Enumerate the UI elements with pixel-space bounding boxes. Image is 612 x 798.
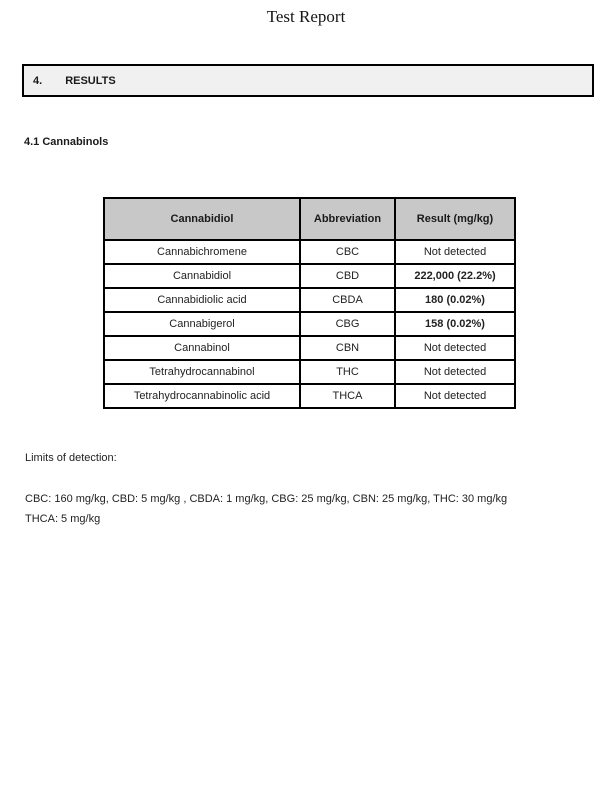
compound-name-cell: Cannabigerol: [104, 312, 300, 336]
table-row: [104, 312, 515, 336]
results-section-heading-box: [22, 64, 594, 97]
abbreviation-cell: CBN: [300, 336, 395, 360]
result-cell: Not detected: [395, 336, 515, 360]
cannabinoids-results-table: [103, 197, 516, 409]
table-row: [104, 336, 515, 360]
table-header-row: [104, 198, 515, 240]
compound-name-cell: Cannabidiolic acid: [104, 288, 300, 312]
compound-name-cell: Tetrahydrocannabinolic acid: [104, 384, 300, 408]
limits-line-1: CBC: 160 mg/kg, CBD: 5 mg/kg , CBDA: 1 mg/kg, CBG: 25 mg/kg, CBN: 25 mg/kg, THC: 30 mg/kg: [25, 493, 508, 505]
abbreviation-cell: CBC: [300, 240, 395, 264]
result-cell: 158 (0.02%): [395, 312, 515, 336]
table-row: [104, 288, 515, 312]
result-cell: Not detected: [395, 360, 515, 384]
subsection-heading: 4.1 Cannabinols: [24, 136, 109, 148]
table-row: [104, 384, 515, 408]
compound-name-cell: Cannabinol: [104, 336, 300, 360]
document-title: Test Report: [266, 7, 346, 26]
column-header-cannabidiol: Cannabidiol: [104, 198, 300, 240]
section-number: 4.: [33, 74, 43, 87]
result-cell: Not detected: [395, 240, 515, 264]
result-cell: Not detected: [395, 384, 515, 408]
limits-of-detection-values: [25, 489, 507, 529]
limits-line-2: THCA: 5 mg/kg: [25, 513, 101, 525]
limits-of-detection-label: Limits of detection:: [25, 452, 117, 464]
abbreviation-cell: THCA: [300, 384, 395, 408]
table-row: [104, 264, 515, 288]
section-heading: RESULTS: [65, 74, 116, 87]
column-header-abbreviation: Abbreviation: [300, 198, 395, 240]
abbreviation-cell: CBDA: [300, 288, 395, 312]
table-row: [104, 360, 515, 384]
compound-name-cell: Cannabichromene: [104, 240, 300, 264]
result-cell: 180 (0.02%): [395, 288, 515, 312]
compound-name-cell: Cannabidiol: [104, 264, 300, 288]
abbreviation-cell: CBG: [300, 312, 395, 336]
table-row: [104, 240, 515, 264]
compound-name-cell: Tetrahydrocannabinol: [104, 360, 300, 384]
abbreviation-cell: THC: [300, 360, 395, 384]
result-cell: 222,000 (22.2%): [395, 264, 515, 288]
abbreviation-cell: CBD: [300, 264, 395, 288]
column-header-result: Result (mg/kg): [395, 198, 515, 240]
